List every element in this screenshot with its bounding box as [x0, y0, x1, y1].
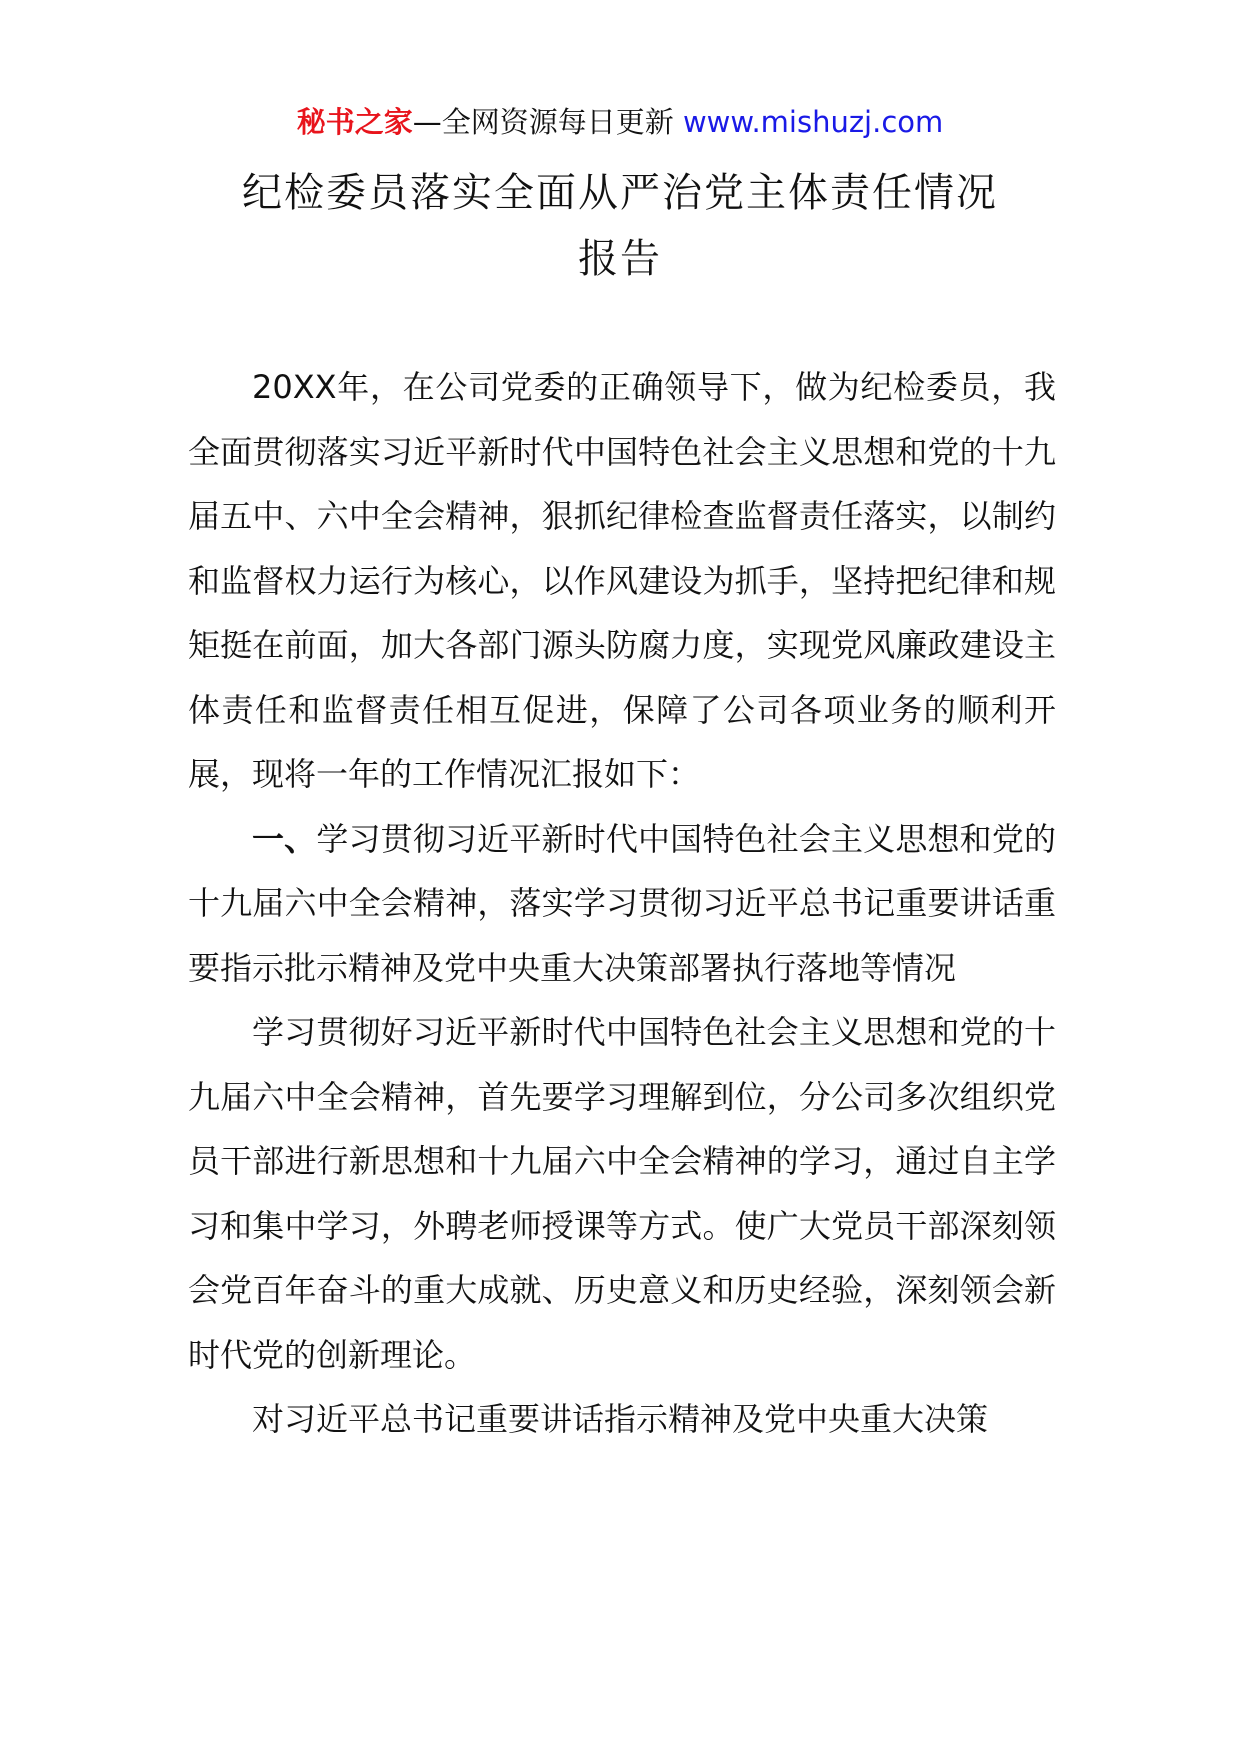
decision-paragraph: 对习近平总书记重要讲话指示精神及党中央重大决策 [252, 1400, 989, 1438]
section-heading-1 [188, 807, 1056, 1001]
section-heading-number: 一、 [252, 819, 317, 858]
site-url-link[interactable]: www.mishuzj.com [682, 105, 944, 139]
brand-name: 秘书之家 [296, 105, 413, 139]
title-line-2: 报告 [578, 236, 662, 282]
intro-paragraph: 20XX年，在公司党委的正确领导下，做为纪检委员，我全面贯彻落实习近平新时代中国特色社会主义思想和党的十九届五中、六中全会精神，狠抓纪律检查监督责任落实，以制约和监督权力运行为核心，以作风建设为抓手，坚持把纪律和规矩挺在前面，加大各部门源头防腐力度，实现党风廉政建设主体责任和监督责任相互促进，保障了公司各项业务的顺利开展，现将一年的工作情况汇报如下： [188, 368, 1056, 793]
header-banner [0, 100, 1240, 144]
study-paragraph: 学习贯彻好习近平新时代中国特色社会主义思想和党的十九届六中全会精神，首先要学习理解到位，分公司多次组织党员干部进行新思想和十九届六中全会精神的学习，通过自主学习和集中学习，外聘老师授课等方式。使广大党员干部深刻领会党百年奋斗的重大成就、历史意义和历史经验，深刻领会新时代党的创新理论。 [188, 1013, 1056, 1374]
document-body [188, 355, 1056, 1452]
header-tagline: —全网资源每日更新 [412, 105, 683, 139]
document-title [180, 160, 1060, 292]
title-line-1: 纪检委员落实全面从严治党主体责任情况 [242, 170, 998, 216]
section-heading-text: 学习贯彻习近平新时代中国特色社会主义思想和党的十九届六中全会精神，落实学习贯彻习近平总书记重要讲话重要指示批示精神及党中央重大决策部署执行落地等情况 [188, 819, 1056, 987]
